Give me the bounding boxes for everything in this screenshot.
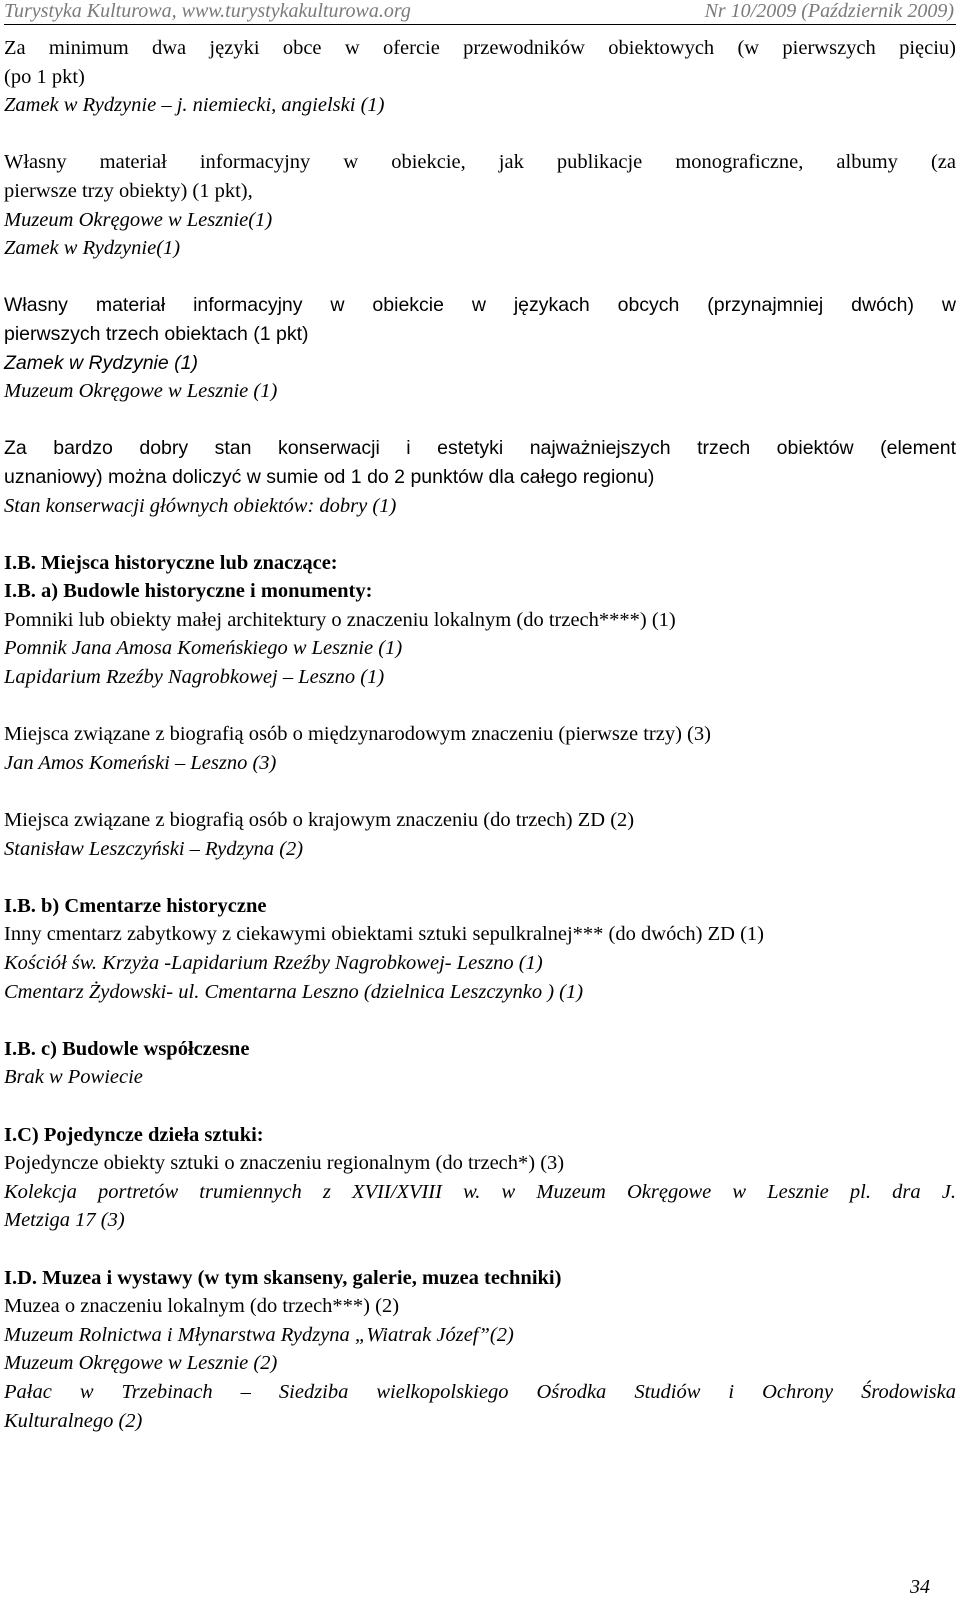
text-line: Pomnik Jana Amosa Komeńskiego w Lesznie (1) — [4, 637, 403, 660]
text-line: uznaniowy) można doliczyć w sumie od 1 do 2 punktów dla całego regionu) — [4, 465, 655, 488]
text-line: Muzeum Rolnictwa i Młynarstwa Rydzyna „Wiatrak Józef”(2) — [4, 1323, 514, 1346]
text-line: Stanisław Leszczyński – Rydzyna (2) — [4, 837, 304, 860]
text-line: Miejsca związane z biografią osób o krajowym znaczeniu (do trzech) ZD (2) — [4, 809, 635, 832]
text-line: Zamek w Rydzynie – j. niemiecki, angielski (1) — [4, 94, 385, 117]
subsection-heading: I.B. a) Budowle historyczne i monumenty: — [4, 580, 373, 603]
text-line: Zamek w Rydzynie(1) — [4, 237, 181, 260]
text-line: pierwsze trzy obiekty) (1 pkt), — [4, 179, 253, 202]
running-header — [4, 0, 956, 25]
journal-title: Turystyka Kulturowa, www.turystykakulturowa.org — [4, 0, 411, 22]
issue-info: Nr 10/2009 (Październik 2009) — [704, 0, 954, 22]
subsection-heading: I.B. b) Cmentarze historyczne — [4, 894, 267, 917]
text-line: Brak w Powiecie — [4, 1066, 143, 1089]
text-line: Miejsca związane z biografią osób o międzynarodowym znaczeniu (pierwsze trzy) (3) — [4, 723, 711, 746]
text-line: Pojedyncze obiekty sztuki o znaczeniu regionalnym (do trzech*) (3) — [4, 1152, 565, 1175]
text-line: Zamek w Rydzynie (1) — [4, 351, 198, 374]
subsection-heading: I.B. c) Budowle współczesne — [4, 1037, 250, 1060]
text-line: Muzeum Okręgowe w Lesznie (1) — [4, 380, 278, 403]
text-line: Metziga 17 (3) — [4, 1209, 125, 1232]
text-line: Własny materiał informacyjny w obiekcie, jak publikacje monograficzne, albumy (za — [4, 151, 956, 174]
text-line: Cmentarz Żydowski- ul. Cmentarna Leszno (dzielnica Leszczynko ) (1) — [4, 980, 584, 1003]
text-line: Kulturalnego (2) — [4, 1409, 143, 1432]
text-line: Własny materiał informacyjny w obiekcie w językach obcych (przynajmniej dwóch) w — [4, 294, 956, 317]
section-heading: I.B. Miejsca historyczne lub znaczące: — [4, 551, 338, 574]
text-line: Pałac w Trzebinach – Siedziba wielkopolskiego Ośrodka Studiów i Ochrony Środowiska — [4, 1380, 956, 1403]
text-line: Kolekcja portretów trumiennych z XVII/XVIII w. w Muzeum Okręgowe w Lesznie pl. dra J. — [4, 1180, 956, 1203]
text-line: Za minimum dwa języki obce w ofercie przewodników obiektowych (w pierwszych pięciu) — [4, 37, 956, 59]
page-body — [4, 34, 956, 1435]
text-line: Inny cmentarz zabytkowy z ciekawymi obiektami sztuki sepulkralnej*** (do dwóch) ZD (1) — [4, 923, 764, 946]
text-line: Kościół św. Krzyża -Lapidarium Rzeźby Nagrobkowej- Leszno (1) — [4, 952, 543, 974]
text-line: Muzea o znaczeniu lokalnym (do trzech***) (2) — [4, 1295, 400, 1318]
text-line: Lapidarium Rzeźby Nagrobkowej – Leszno (1) — [4, 666, 385, 689]
text-line: Za bardzo dobry stan konserwacji i estetyki najważniejszych trzech obiektów (element — [4, 437, 956, 460]
text-line: Stan konserwacji głównych obiektów: dobry (1) — [4, 494, 397, 517]
text-line: pierwszych trzech obiektach (1 pkt) — [4, 322, 309, 345]
page-number: 34 — [910, 1576, 930, 1598]
text-line: Muzeum Okręgowe w Lesznie(1) — [4, 208, 273, 231]
text-line: (po 1 pkt) — [4, 65, 85, 88]
text-line: Muzeum Okręgowe w Lesznie (2) — [4, 1352, 278, 1375]
section-heading: I.C) Pojedyncze dzieła sztuki: — [4, 1123, 264, 1146]
text-line: Pomniki lub obiekty małej architektury o znaczeniu lokalnym (do trzech****) (1) — [4, 608, 676, 631]
text-line: Jan Amos Komeński – Leszno (3) — [4, 751, 277, 774]
section-heading: I.D. Muzea i wystawy (w tym skanseny, galerie, muzea techniki) — [4, 1266, 562, 1289]
